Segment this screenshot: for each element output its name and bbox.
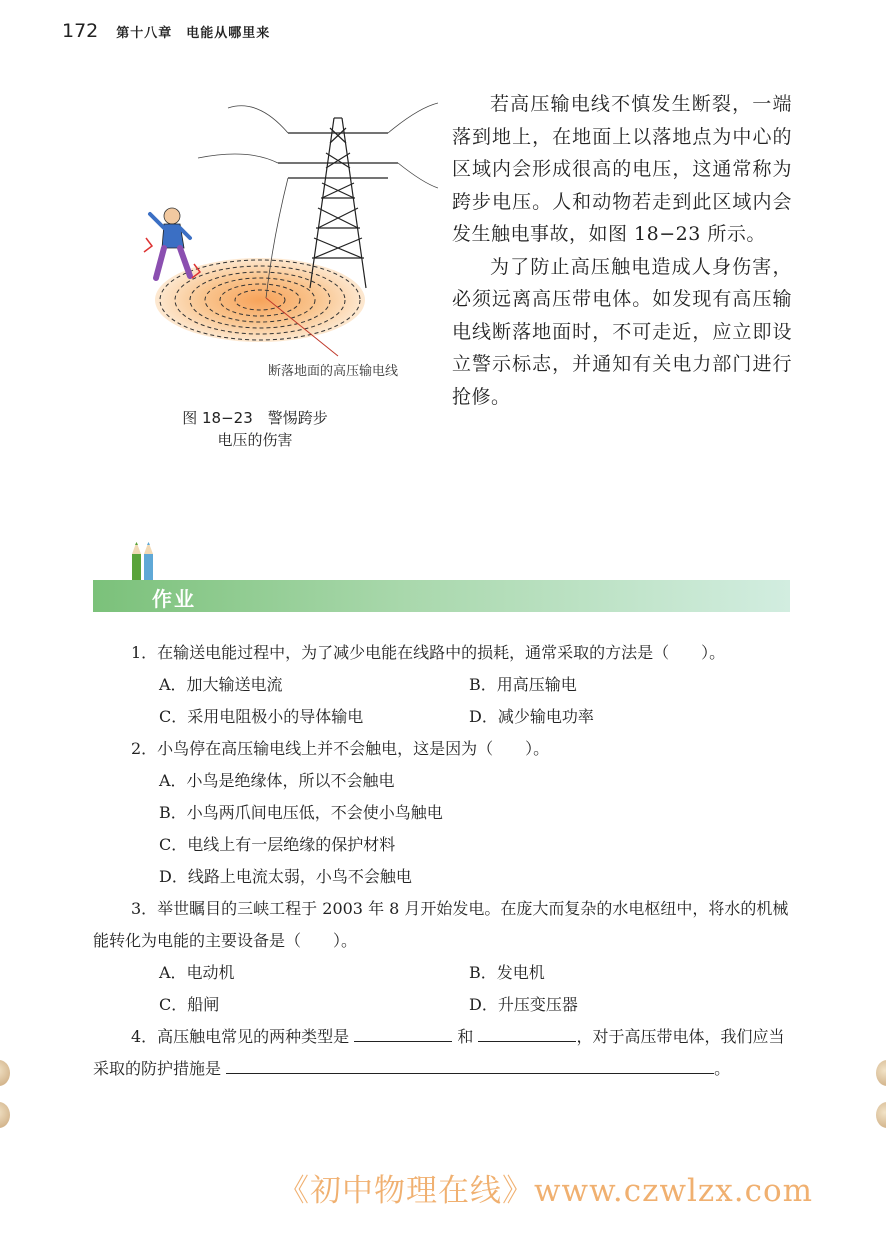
question-2: 2．小鸟停在高压输电线上并不会触电，这是因为（ ）。 bbox=[131, 739, 550, 758]
left-edge-tab-1 bbox=[0, 1060, 10, 1086]
q3-option-a: A．电动机 bbox=[159, 963, 235, 982]
right-edge-tab-1 bbox=[876, 1060, 886, 1086]
caption-line2: 电压的伤害 bbox=[217, 431, 293, 449]
q4-text-3: ，对于高压带电体，我们应当采取的防护措施是 bbox=[93, 1027, 785, 1078]
q4-text-2: 和 bbox=[457, 1027, 474, 1046]
homework-banner bbox=[93, 580, 790, 612]
q1-option-c: C．采用电阻极小的导体输电 bbox=[159, 707, 364, 726]
q1-option-b: B．用高压输电 bbox=[469, 675, 577, 694]
q1-option-a: A．加大输送电流 bbox=[159, 675, 283, 694]
site-watermark: 《初中物理在线》www.czwlzx.com bbox=[278, 1173, 814, 1209]
chapter-title: 第十八章 电能从哪里来 bbox=[116, 26, 271, 41]
q3-option-d: D．升压变压器 bbox=[469, 995, 578, 1014]
q2-option-d: D．线路上电流太弱，小鸟不会触电 bbox=[159, 867, 412, 886]
homework-title: 作业 bbox=[152, 587, 196, 611]
figure-label: 断落地面的高压输电线 bbox=[268, 364, 399, 379]
q4-blank-3 bbox=[226, 1055, 714, 1074]
right-edge-tab-2 bbox=[876, 1102, 886, 1128]
homework-section bbox=[93, 637, 793, 1085]
q2-option-a: A．小鸟是绝缘体，所以不会触电 bbox=[159, 771, 395, 790]
q3-option-c: C．船闸 bbox=[159, 995, 220, 1014]
q4-blank-1 bbox=[354, 1023, 452, 1042]
left-edge-tab-2 bbox=[0, 1102, 10, 1128]
q4-blank-2 bbox=[478, 1023, 576, 1042]
page-header bbox=[62, 20, 270, 42]
question-3: 3．举世瞩目的三峡工程于 2003 年 8 月开始发电。在庞大而复杂的水电枢纽中，将水的机械能转化为电能的主要设备是（ ）。 bbox=[93, 899, 789, 950]
q2-option-c: C．电线上有一层绝缘的保护材料 bbox=[159, 835, 396, 854]
question-4 bbox=[93, 1021, 793, 1085]
q3-option-b: B．发电机 bbox=[469, 963, 545, 982]
question-3-options-row2 bbox=[93, 989, 793, 1021]
q4-text-4: 。 bbox=[714, 1059, 731, 1078]
q2-option-b: B．小鸟两爪间电压低，不会使小鸟触电 bbox=[159, 803, 443, 822]
question-1-options-row2 bbox=[93, 701, 793, 733]
paragraph-1: 若高压输电线不慎发生断裂，一端落到地上，在地面上以落地点为中心的区域内会形成很高的电压，这通常称为跨步电压。人和动物若走到此区域内会发生触电事故，如图 18−23 所示。 bbox=[452, 93, 792, 245]
figure-caption bbox=[155, 407, 355, 451]
question-1: 1．在输送电能过程中，为了减少电能在线路中的损耗，通常采取的方法是（ ）。 bbox=[131, 643, 726, 662]
body-text bbox=[452, 88, 792, 413]
page-number: 172 bbox=[62, 20, 99, 42]
paragraph-2: 为了防止高压触电造成人身伤害，必须远离高压带电体。如发现有高压输电线断落地面时，不可走近，应立即设立警示标志，并通知有关电力部门进行抢修。 bbox=[452, 255, 792, 408]
caption-line1: 图 18−23 警惕跨步 bbox=[182, 409, 328, 427]
q1-option-d: D．减少输电功率 bbox=[469, 707, 594, 726]
power-line-illustration bbox=[138, 88, 438, 388]
question-3-options-row1 bbox=[93, 957, 793, 989]
q4-text-1: 4．高压触电常见的两种类型是 bbox=[131, 1027, 350, 1046]
question-1-options-row1 bbox=[93, 669, 793, 701]
